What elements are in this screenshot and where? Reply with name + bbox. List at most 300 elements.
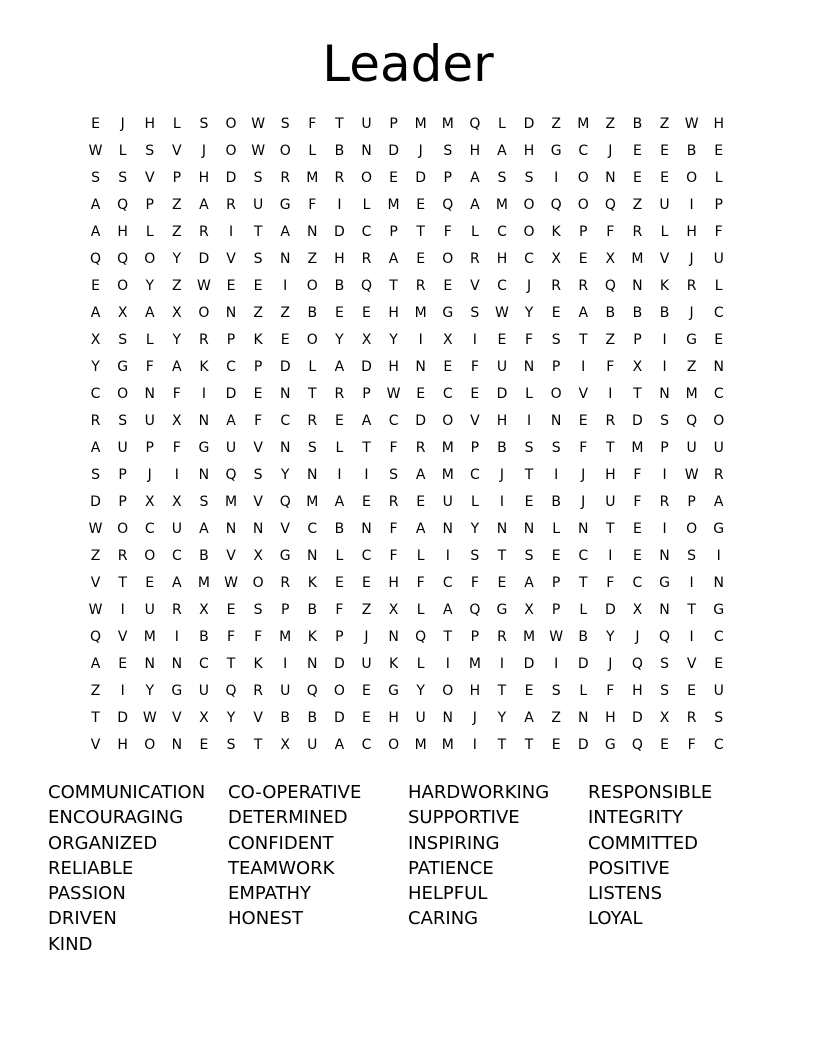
grid-letter: V	[117, 628, 128, 645]
grid-row	[82, 731, 734, 758]
grid-letter: F	[389, 520, 398, 537]
grid-letter: A	[334, 358, 345, 375]
grid-letter: A	[524, 574, 534, 591]
grid-letter: O	[306, 331, 318, 348]
grid-letter: E	[443, 358, 453, 375]
grid-letter: N	[577, 709, 589, 726]
grid-letter: Y	[172, 331, 182, 348]
grid-letter: R	[388, 493, 399, 510]
grid-letter: R	[171, 601, 182, 618]
grid-letter: P	[633, 331, 642, 348]
grid-letter: S	[687, 547, 697, 564]
grid-letter: C	[713, 736, 724, 753]
grid-letter: O	[442, 682, 454, 699]
grid-letter: C	[713, 385, 724, 402]
grid-letter: V	[659, 250, 670, 267]
grid-letter: L	[416, 547, 425, 564]
grid-letter: S	[389, 466, 399, 483]
grid-letter: Q	[90, 628, 102, 645]
grid-letter: T	[226, 655, 236, 672]
grid-letter: E	[91, 115, 100, 132]
grid-letter: T	[91, 709, 100, 726]
grid-letter: I	[689, 196, 694, 213]
grid-letter: U	[117, 439, 128, 456]
grid-letter: P	[579, 223, 588, 240]
grid-letter: N	[144, 385, 155, 402]
grid-letter: O	[686, 169, 698, 186]
grid-row	[82, 623, 734, 650]
grid-letter: Z	[551, 115, 561, 132]
grid-letter: D	[198, 250, 210, 267]
grid-letter: Q	[469, 115, 481, 132]
grid-letter: E	[91, 277, 100, 294]
grid-row	[82, 110, 734, 137]
grid-letter: H	[334, 250, 345, 267]
grid-row	[82, 542, 734, 569]
grid-letter: U	[605, 493, 616, 510]
grid-letter: B	[497, 439, 507, 456]
grid-letter: S	[253, 601, 263, 618]
grid-letter: A	[361, 412, 372, 429]
grid-letter: B	[280, 709, 290, 726]
grid-letter: Y	[145, 277, 155, 294]
grid-letter: C	[280, 412, 291, 429]
grid-letter: D	[496, 385, 508, 402]
grid-letter: P	[253, 358, 263, 375]
grid-letter: D	[523, 655, 535, 672]
grid-letter: S	[118, 169, 128, 186]
grid-letter: L	[172, 115, 181, 132]
grid-letter: A	[90, 196, 101, 213]
grid-letter: Q	[306, 682, 318, 699]
grid-letter: S	[253, 466, 263, 483]
grid-letter: I	[120, 601, 125, 618]
grid-letter: E	[226, 601, 236, 618]
word-list-item: ORGANIZED	[48, 832, 158, 854]
grid-letter: O	[442, 250, 454, 267]
grid-letter: S	[524, 439, 534, 456]
grid-letter: E	[470, 385, 480, 402]
grid-letter: D	[577, 655, 589, 672]
grid-letter: X	[172, 304, 182, 321]
grid-letter: N	[415, 358, 426, 375]
grid-letter: C	[713, 628, 724, 645]
grid-letter: I	[581, 358, 586, 375]
grid-letter: U	[225, 439, 237, 456]
grid-letter: V	[686, 655, 697, 672]
grid-letter: N	[659, 385, 670, 402]
grid-letter: N	[713, 574, 724, 591]
grid-letter: N	[523, 520, 535, 537]
grid-row	[82, 191, 734, 218]
grid-letter: X	[361, 331, 372, 348]
grid-letter: N	[171, 736, 183, 753]
grid-letter: P	[443, 169, 452, 186]
word-list-item: DRIVEN	[48, 908, 117, 930]
grid-letter: U	[280, 682, 291, 699]
grid-letter: E	[524, 493, 534, 510]
grid-letter: N	[279, 385, 291, 402]
grid-letter: V	[253, 439, 263, 456]
grid-letter: V	[226, 250, 236, 267]
grid-letter: F	[525, 331, 534, 348]
grid-letter: U	[713, 250, 724, 267]
grid-letter: I	[283, 655, 288, 672]
grid-letter: E	[632, 520, 642, 537]
grid-letter: O	[225, 142, 237, 159]
word-list-item: PASSION	[48, 883, 126, 905]
grid-letter: M	[495, 196, 508, 213]
grid-letter: Q	[117, 196, 129, 213]
grid-letter: N	[225, 304, 237, 321]
grid-letter: X	[199, 709, 209, 726]
grid-letter: M	[414, 115, 427, 132]
grid-letter: C	[144, 520, 155, 537]
grid-letter: V	[144, 169, 155, 186]
grid-letter: N	[307, 466, 318, 483]
grid-letter: F	[470, 574, 479, 591]
grid-letter: N	[361, 520, 372, 537]
grid-letter: I	[472, 736, 477, 753]
grid-letter: X	[442, 331, 453, 348]
grid-row	[82, 461, 734, 488]
grid-letter: W	[386, 385, 401, 402]
grid-letter: G	[659, 574, 670, 591]
grid-letter: Q	[90, 250, 102, 267]
grid-letter: Y	[172, 250, 182, 267]
grid-row	[82, 272, 734, 299]
grid-letter: A	[280, 223, 290, 240]
grid-letter: O	[442, 412, 454, 429]
grid-letter: H	[388, 709, 399, 726]
grid-letter: N	[442, 709, 453, 726]
grid-letter: H	[632, 682, 643, 699]
grid-letter: J	[526, 277, 532, 294]
grid-letter: J	[581, 493, 586, 510]
grid-letter: H	[686, 223, 697, 240]
grid-row	[82, 596, 734, 623]
grid-row	[82, 245, 734, 272]
grid-letter: U	[442, 493, 453, 510]
grid-letter: O	[388, 736, 400, 753]
grid-letter: R	[551, 277, 561, 294]
grid-letter: P	[145, 196, 154, 213]
grid-letter: X	[172, 412, 182, 429]
grid-letter: W	[684, 115, 699, 132]
grid-letter: C	[226, 358, 236, 375]
grid-letter: E	[362, 304, 371, 321]
grid-letter: H	[198, 169, 210, 186]
grid-letter: R	[686, 709, 697, 726]
grid-letter: H	[496, 250, 508, 267]
grid-letter: C	[497, 223, 507, 240]
grid-letter: O	[306, 277, 318, 294]
grid-letter: K	[388, 655, 399, 672]
grid-letter: N	[388, 628, 399, 645]
grid-letter: N	[171, 655, 183, 672]
grid-letter: F	[335, 601, 344, 618]
grid-letter: Z	[172, 223, 182, 240]
grid-letter: O	[333, 682, 345, 699]
grid-letter: V	[172, 709, 182, 726]
grid-letter: S	[118, 412, 128, 429]
grid-letter: A	[90, 439, 101, 456]
grid-letter: D	[334, 223, 345, 240]
grid-letter: A	[415, 466, 426, 483]
word-list-item: CO-OPERATIVE	[228, 782, 362, 803]
grid-letter: Z	[632, 196, 643, 213]
grid-letter: E	[660, 736, 669, 753]
grid-letter: X	[280, 736, 290, 753]
grid-letter: E	[578, 250, 588, 267]
grid-letter: I	[526, 412, 532, 429]
grid-letter: L	[714, 277, 723, 294]
grid-letter: W	[88, 520, 103, 537]
word-list-item: PATIENCE	[408, 857, 494, 879]
grid-letter: W	[88, 142, 103, 159]
grid-letter: D	[117, 709, 129, 726]
grid-letter: M	[279, 628, 292, 645]
grid-letter: D	[361, 358, 372, 375]
grid-letter: V	[90, 736, 101, 753]
grid-letter: P	[280, 601, 290, 618]
word-list-item: POSITIVE	[588, 857, 670, 879]
grid-letter: F	[470, 358, 479, 375]
grid-letter: R	[659, 493, 670, 510]
grid-letter: G	[279, 547, 291, 564]
grid-letter: J	[608, 142, 613, 159]
grid-letter: A	[388, 250, 399, 267]
grid-letter: A	[334, 736, 345, 753]
grid-letter: E	[389, 169, 398, 186]
grid-letter: G	[686, 331, 698, 348]
grid-letter: W	[224, 574, 238, 591]
word-list-item: CARING	[408, 908, 479, 930]
grid-letter: T	[578, 574, 588, 591]
grid-letter: Z	[172, 196, 182, 213]
grid-letter: J	[499, 466, 505, 483]
grid-letter: O	[144, 250, 156, 267]
grid-letter: W	[549, 628, 564, 645]
grid-letter: I	[364, 466, 369, 483]
grid-letter: L	[552, 520, 561, 537]
grid-letter: M	[441, 439, 454, 456]
grid-letter: P	[551, 574, 561, 591]
grid-letter: K	[307, 574, 317, 591]
grid-row	[82, 515, 734, 542]
grid-letter: R	[226, 196, 236, 213]
grid-letter: N	[198, 412, 210, 429]
grid-letter: T	[497, 547, 507, 564]
grid-letter: B	[334, 277, 345, 294]
grid-letter: N	[713, 358, 724, 375]
grid-letter: A	[470, 196, 480, 213]
grid-letter: H	[713, 115, 724, 132]
word-list-item: SUPPORTIVE	[408, 807, 520, 829]
grid-letter: C	[361, 736, 372, 753]
grid-letter: A	[442, 601, 453, 618]
grid-letter: T	[308, 385, 317, 402]
grid-letter: F	[308, 196, 317, 213]
grid-letter: I	[472, 331, 477, 348]
grid-letter: B	[659, 304, 670, 321]
grid-letter: L	[470, 493, 479, 510]
grid-letter: E	[253, 277, 263, 294]
grid-letter: T	[606, 439, 615, 456]
grid-letter: U	[144, 412, 155, 429]
grid-letter: S	[660, 655, 669, 672]
grid-letter: N	[307, 547, 318, 564]
grid-letter: U	[686, 439, 697, 456]
grid-letter: D	[577, 736, 589, 753]
grid-letter: E	[362, 574, 371, 591]
grid-letter: I	[608, 547, 613, 564]
grid-letter: E	[524, 682, 534, 699]
grid-letter: S	[118, 331, 128, 348]
grid-letter: B	[334, 520, 345, 537]
grid-letter: R	[90, 412, 101, 429]
grid-letter: B	[199, 628, 209, 645]
word-list-item	[408, 932, 588, 957]
grid-letter: O	[577, 169, 589, 186]
grid-letter: X	[144, 493, 155, 510]
grid-letter: V	[172, 142, 182, 159]
grid-letter: F	[443, 223, 452, 240]
grid-letter: F	[308, 115, 317, 132]
grid-letter: X	[632, 601, 643, 618]
grid-letter: P	[551, 601, 561, 618]
grid-letter: K	[199, 358, 209, 375]
grid-letter: K	[551, 223, 561, 240]
grid-letter: T	[389, 277, 398, 294]
grid-row	[82, 569, 734, 596]
grid-letter: O	[523, 196, 535, 213]
grid-letter: M	[306, 169, 319, 186]
grid-letter: W	[142, 709, 157, 726]
grid-letter: I	[689, 628, 694, 645]
grid-letter: B	[307, 709, 318, 726]
grid-letter: B	[605, 304, 616, 321]
grid-letter: K	[307, 628, 317, 645]
grid-letter: I	[662, 358, 667, 375]
grid-letter: Q	[659, 628, 671, 645]
grid-letter: H	[469, 682, 481, 699]
grid-letter: V	[253, 709, 263, 726]
grid-row	[82, 353, 734, 380]
grid-letter: G	[279, 196, 291, 213]
grid-letter: T	[362, 439, 371, 456]
grid-letter: P	[687, 493, 696, 510]
grid-letter: B	[686, 142, 697, 159]
grid-letter: I	[554, 169, 559, 186]
grid-letter: P	[660, 439, 669, 456]
grid-letter: S	[524, 547, 534, 564]
word-list-item: HELPFUL	[408, 883, 488, 905]
grid-letter: P	[335, 628, 344, 645]
grid-letter: M	[523, 628, 536, 645]
grid-letter: I	[283, 277, 288, 294]
grid-row	[82, 380, 734, 407]
grid-letter: Y	[280, 466, 290, 483]
grid-letter: U	[252, 196, 264, 213]
grid-letter: I	[418, 331, 423, 348]
word-list-item: COMMITTED	[588, 832, 699, 854]
grid-letter: E	[334, 574, 344, 591]
word-list-item: CONFIDENT	[228, 832, 334, 854]
grid-letter: R	[415, 439, 426, 456]
grid-letter: B	[334, 142, 345, 159]
grid-letter: L	[498, 115, 506, 132]
grid-letter: E	[632, 169, 642, 186]
grid-letter: C	[199, 655, 209, 672]
grid-letter: E	[118, 655, 128, 672]
grid-letter: I	[554, 466, 559, 483]
grid-letter: S	[199, 115, 209, 132]
grid-letter: T	[443, 628, 453, 645]
grid-letter: Y	[497, 709, 507, 726]
grid-letter: O	[117, 385, 129, 402]
grid-letter: H	[605, 466, 616, 483]
grid-letter: W	[88, 601, 103, 618]
grid-letter: W	[495, 304, 509, 321]
grid-letter: Y	[226, 709, 236, 726]
grid-letter: S	[307, 439, 317, 456]
grid-letter: F	[254, 628, 263, 645]
grid-letter: A	[415, 520, 426, 537]
grid-letter: F	[172, 439, 181, 456]
grid-letter: E	[226, 277, 236, 294]
grid-letter: E	[334, 412, 344, 429]
grid-letter: A	[199, 196, 209, 213]
grid-letter: E	[145, 574, 155, 591]
grid-letter: R	[415, 277, 426, 294]
grid-letter: B	[578, 628, 589, 645]
grid-letter: L	[145, 331, 154, 348]
grid-letter: W	[251, 142, 266, 159]
grid-letter: J	[364, 628, 369, 645]
grid-letter: A	[90, 655, 101, 672]
grid-letter: I	[337, 196, 342, 213]
grid-letter: F	[389, 439, 398, 456]
grid-letter: B	[632, 115, 643, 132]
grid-letter: Z	[605, 331, 616, 348]
grid-letter: M	[685, 385, 698, 402]
grid-letter: R	[199, 331, 209, 348]
grid-letter: R	[361, 250, 372, 267]
grid-letter: A	[199, 520, 209, 537]
grid-letter: F	[606, 223, 615, 240]
grid-letter: H	[388, 574, 399, 591]
grid-letter: X	[605, 250, 616, 267]
grid-letter: S	[470, 547, 480, 564]
grid-letter: U	[713, 439, 724, 456]
grid-letter: E	[714, 331, 724, 348]
grid-letter: A	[172, 574, 182, 591]
grid-letter: R	[632, 223, 643, 240]
grid-letter: Z	[551, 709, 561, 726]
grid-letter: U	[171, 520, 182, 537]
grid-letter: C	[361, 547, 372, 564]
grid-row	[82, 218, 734, 245]
grid-letter: T	[687, 601, 696, 618]
grid-letter: D	[415, 169, 427, 186]
grid-letter: O	[577, 196, 589, 213]
grid-letter: O	[117, 520, 129, 537]
grid-letter: J	[635, 628, 640, 645]
grid-letter: M	[441, 466, 454, 483]
grid-row	[82, 299, 734, 326]
grid-letter: I	[499, 655, 505, 672]
